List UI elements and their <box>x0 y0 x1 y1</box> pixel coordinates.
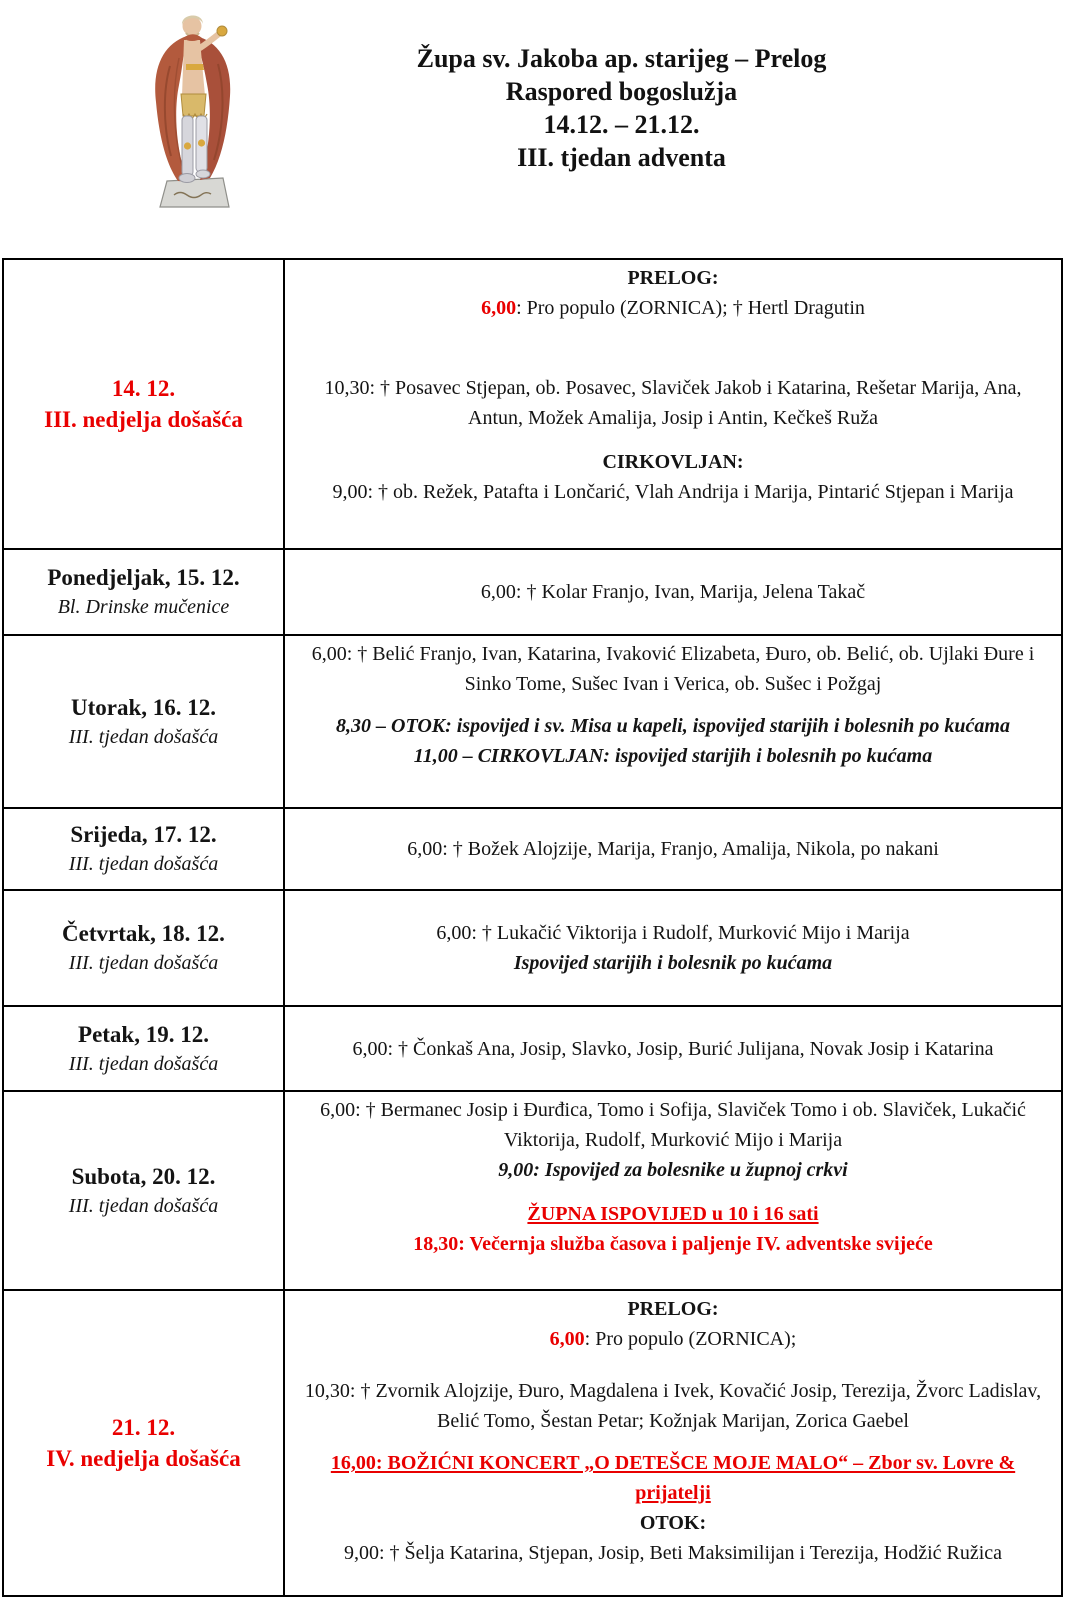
day-subtitle: IV. nedjelja došašća <box>46 1446 241 1471</box>
event-text: 18,30: Večernja služba časova i paljenje IV. adventske svijeće <box>413 1233 933 1255</box>
table-row <box>4 260 1061 548</box>
event-text: 6,00: † Lukačić Viktorija i Rudolf, Murković Mijo i Marija <box>436 922 910 944</box>
day-label: Petak, 19. 12. <box>78 1021 209 1047</box>
table-row <box>4 634 1061 807</box>
events-cell <box>285 891 1061 1005</box>
table-row <box>4 889 1061 1005</box>
event-text: ŽUPNA ISPOVIJED u 10 i 16 sati <box>527 1203 819 1225</box>
event-text: : Pro populo (ZORNICA); † Hertl Dragutin <box>516 297 865 319</box>
event-text: 11,00 – CIRKOVLJAN: ispovijed starijih i bolesnih po kućama <box>413 745 933 767</box>
event-text: : Pro populo (ZORNICA); <box>584 1328 797 1350</box>
event-text: 6,00: † Belić Franjo, Ivan, Katarina, Ivaković Elizabeta, Đuro, ob. Belić, ob. Ujlaki Đure i Sinko Tome, Sušec Ivan i Verica, ob. Sušec i Požgaj <box>311 643 1035 695</box>
event-text: Ispovijed starijih i bolesnik po kućama <box>513 952 833 974</box>
event-text: 16,00: BOŽIĆNI KONCERT „O DETEŠCE MOJE MALO“ – Zbor sv. Lovre & prijatelji <box>330 1452 1016 1504</box>
day-cell <box>4 1007 285 1090</box>
event-paragraph <box>297 1155 1049 1185</box>
event-paragraph <box>297 477 1049 507</box>
day-cell <box>4 809 285 889</box>
date-range: 14.12. – 21.12. <box>543 110 700 139</box>
day-label: Četvrtak, 18. 12. <box>62 921 225 946</box>
day-subtitle: III. tjedan došašća <box>68 1052 219 1075</box>
event-text: 9,00: † ob. Režek, Patafta i Lončarić, Vlah Andrija i Marija, Pintarić Stjepan i Marija <box>332 481 1014 503</box>
event-text: 6,00: † Bermanec Josip i Đurđica, Tomo i Sofija, Slaviček Tomo i ob. Slaviček, Lukačić Viktorija, Rudolf, Murković Mijo i Marija <box>320 1099 1026 1151</box>
events-cell <box>285 1007 1061 1090</box>
event-text: PRELOG: <box>627 267 719 289</box>
table-row <box>4 1090 1061 1289</box>
spacer <box>297 323 1049 373</box>
spacer <box>297 1185 1049 1199</box>
day-label: Utorak, 16. 12. <box>70 694 217 720</box>
day-cell <box>4 636 285 807</box>
event-paragraph <box>297 263 1049 293</box>
day-cell <box>4 891 285 1005</box>
event-paragraph <box>297 711 1049 741</box>
week-label: III. tjedan adventa <box>517 143 726 172</box>
event-paragraph <box>297 1324 1049 1354</box>
schedule-subtitle: Raspored bogoslužja <box>505 77 738 106</box>
day-label: Srijeda, 17. 12. <box>70 822 217 847</box>
spacer <box>297 1436 1049 1448</box>
day-label: Subota, 20. 12. <box>71 1163 216 1189</box>
event-paragraph <box>297 577 1049 607</box>
table-row <box>4 807 1061 889</box>
event-paragraph <box>297 1376 1049 1436</box>
event-paragraph <box>297 1095 1049 1155</box>
table-row <box>4 1289 1061 1595</box>
event-text: 6,00: † Božek Alojzije, Marija, Franjo, Amalija, Nikola, po nakani <box>407 838 939 860</box>
events-cell <box>285 1291 1061 1595</box>
events-cell <box>285 1092 1061 1289</box>
event-text: 6,00: † Kolar Franjo, Ivan, Marija, Jelena Takač <box>480 581 866 603</box>
event-text: 6,00 <box>549 1328 585 1350</box>
day-cell <box>4 1291 285 1595</box>
day-subtitle: III. nedjelja došašća <box>44 407 243 432</box>
event-text: PRELOG: <box>627 1298 719 1320</box>
event-text: 6,00 <box>481 297 517 319</box>
day-label: 21. 12. <box>111 1415 176 1440</box>
event-paragraph <box>297 1538 1049 1568</box>
event-text: 10,30: † Zvornik Alojzije, Đuro, Magdalena i Ivek, Kovačić Josip, Terezija, Žvorc Ladislav, Belić Tomo, Šestan Petar; Kožnjak Marijan, Zorica Gaebel <box>304 1380 1042 1432</box>
event-paragraph <box>297 948 1049 978</box>
spacer <box>297 433 1049 447</box>
events-cell <box>285 809 1061 889</box>
events-cell <box>285 260 1061 548</box>
day-subtitle: Bl. Drinske mučenice <box>57 596 230 618</box>
event-paragraph <box>297 447 1049 477</box>
event-text: 8,30 – OTOK: ispovijed i sv. Misa u kapeli, ispovijed starijih i bolesnih po kućama <box>336 715 1010 737</box>
schedule-table <box>2 258 1063 1597</box>
event-paragraph <box>297 1229 1049 1259</box>
statue-pedestal <box>160 178 229 207</box>
event-text: OTOK: <box>639 1512 707 1534</box>
event-paragraph <box>297 373 1049 433</box>
spacer <box>297 1354 1049 1376</box>
event-paragraph <box>297 293 1049 323</box>
day-label: Ponedjeljak, 15. 12. <box>47 565 240 590</box>
day-subtitle: III. tjedan došašća <box>68 952 219 974</box>
events-cell <box>285 550 1061 634</box>
event-paragraph <box>297 639 1049 699</box>
events-cell <box>285 636 1061 807</box>
event-paragraph <box>297 918 1049 948</box>
day-subtitle: III. tjedan došašća <box>68 1194 219 1217</box>
event-paragraph <box>297 741 1049 771</box>
table-row <box>4 1005 1061 1090</box>
document-header <box>180 42 1063 174</box>
spacer <box>297 699 1049 711</box>
event-paragraph <box>297 1199 1049 1229</box>
day-cell <box>4 260 285 548</box>
event-paragraph <box>297 1508 1049 1538</box>
table-row <box>4 548 1061 634</box>
event-text: 9,00: † Šelja Katarina, Stjepan, Josip, Beti Maksimilijan i Terezija, Hodžić Ružica <box>343 1542 1003 1564</box>
event-paragraph <box>297 1294 1049 1324</box>
parish-title: Župa sv. Jakoba ap. starijeg – Prelog <box>416 44 827 73</box>
event-text: 9,00: Ispovijed za bolesnike u župnoj crkvi <box>498 1159 848 1181</box>
event-paragraph <box>297 1034 1049 1064</box>
event-paragraph <box>297 834 1049 864</box>
day-cell <box>4 1092 285 1289</box>
day-cell <box>4 550 285 634</box>
event-text: CIRKOVLJAN: <box>602 451 744 473</box>
day-label: 14. 12. <box>111 376 176 401</box>
event-text: 6,00: † Čonkaš Ana, Josip, Slavko, Josip, Burić Julijana, Novak Josip i Katarina <box>352 1037 994 1060</box>
event-text: 10,30: † Posavec Stjepan, ob. Posavec, Slaviček Jakob i Katarina, Rešetar Marija, Ana, Antun, Možek Amalija, Josip i Antin, Kečkeš Ruža <box>324 377 1022 429</box>
event-paragraph <box>297 1448 1049 1508</box>
day-subtitle: III. tjedan došašća <box>68 725 219 748</box>
day-subtitle: III. tjedan došašća <box>68 853 219 875</box>
